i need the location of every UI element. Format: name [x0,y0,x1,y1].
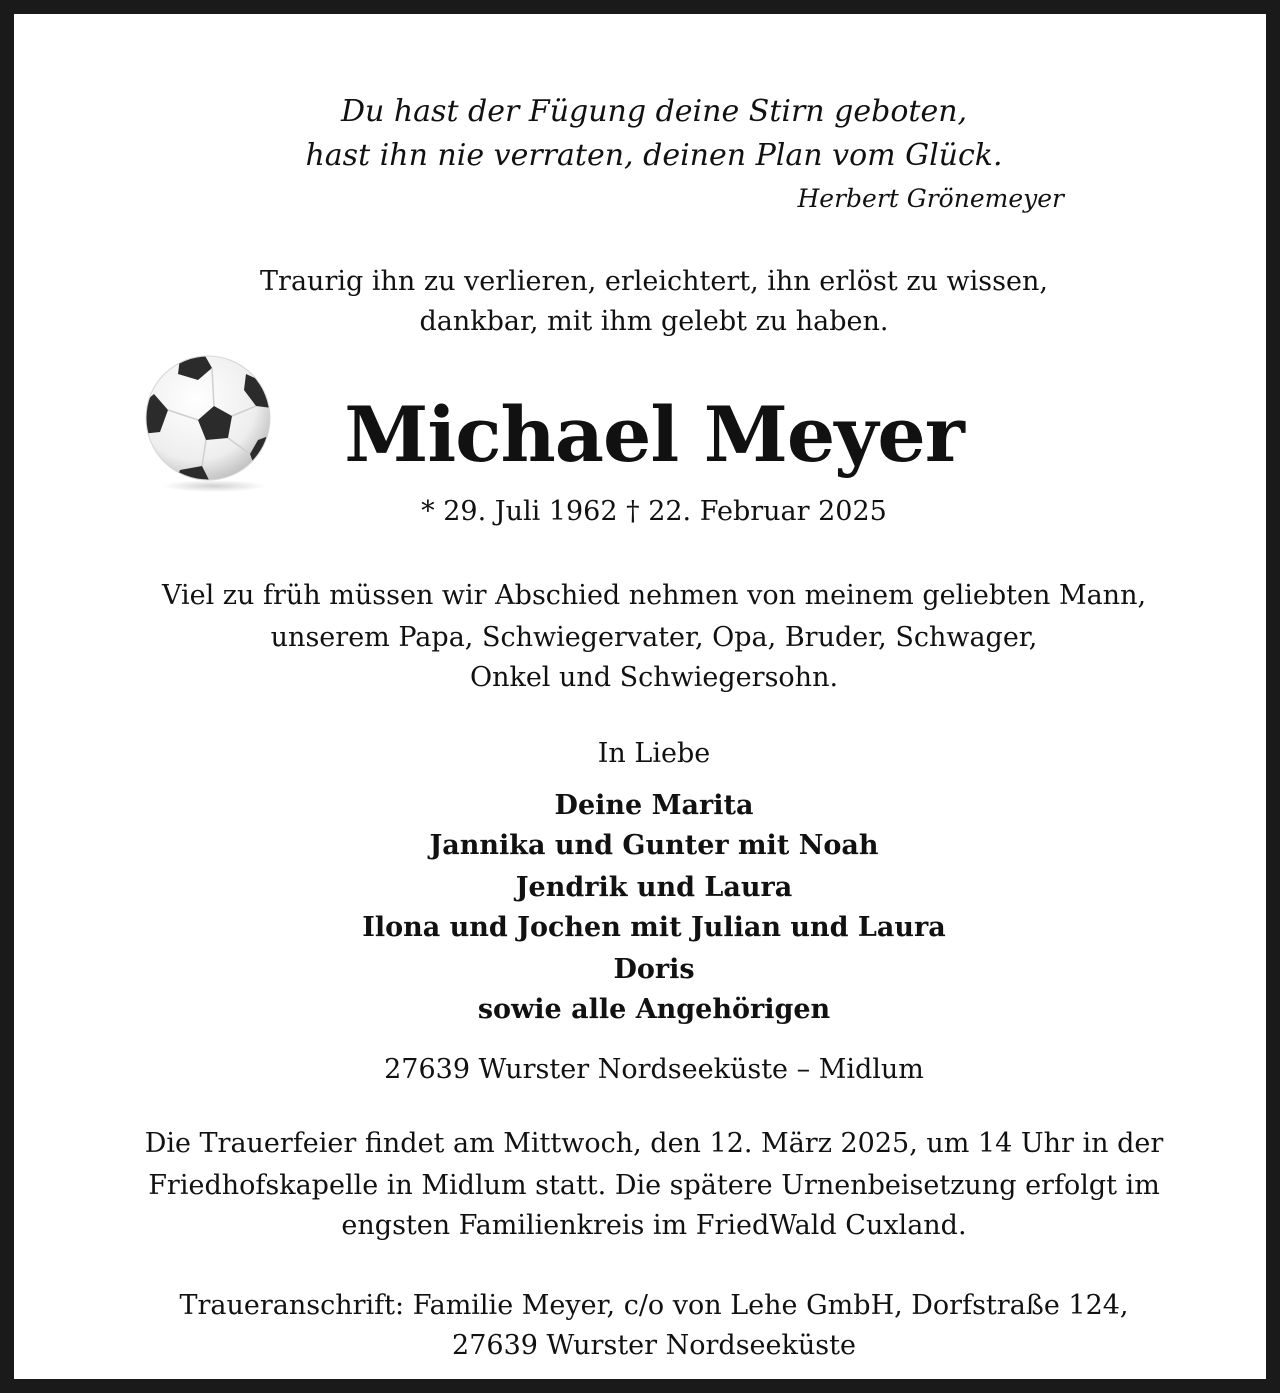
in-love-label: In Liebe [597,738,711,769]
family-member: Doris [613,954,695,985]
service-line-3: engsten Familienkreis im FriedWald Cuxland. [341,1210,967,1241]
message-line-1: Viel zu früh müssen wir Abschied nehmen von meinem geliebten Mann, [161,580,1147,611]
location: 27639 Wurster Nordseeküste – Midlum [384,1054,924,1085]
message-line-3: Onkel und Schwiegersohn. [469,662,839,693]
motto-line-2: dankbar, mit ihm gelebt zu haben. [419,306,889,337]
address-line-1: Traueranschrift: Familie Meyer, c/o von Lehe GmbH, Dorfstraße 124, [179,1290,1129,1321]
service-line-1: Die Trauerfeier findet am Mittwoch, den 12. März 2025, um 14 Uhr in der [144,1128,1164,1159]
motto-line-1: Traurig ihn zu verlieren, erleichtert, ihn erlöst zu wissen, [260,266,1048,297]
family-member: sowie alle Angehörigen [477,994,831,1025]
service-line-2: Friedhofskapelle in Midlum statt. Die spätere Urnenbeisetzung erfolgt im [148,1170,1160,1201]
family-member: Jendrik und Laura [515,872,793,903]
family-member: Jannika und Gunter mit Noah [429,830,879,861]
quote-author: Herbert Grönemeyer [797,184,1064,213]
message-line-2: unserem Papa, Schwiegervater, Opa, Bruder, Schwager, [270,622,1038,653]
quote-line-2: hast ihn nie verraten, deinen Plan vom Glück. [305,138,1003,173]
quote-line-1: Du hast der Fügung deine Stirn geboten, [340,94,968,129]
family-member: Deine Marita [554,790,754,821]
deceased-name: Michael Meyer [344,390,964,479]
life-dates: * 29. Juli 1962 † 22. Februar 2025 [421,496,887,527]
family-member: Ilona und Jochen mit Julian und Laura [362,912,946,943]
address-line-2: 27639 Wurster Nordseeküste [452,1330,856,1361]
